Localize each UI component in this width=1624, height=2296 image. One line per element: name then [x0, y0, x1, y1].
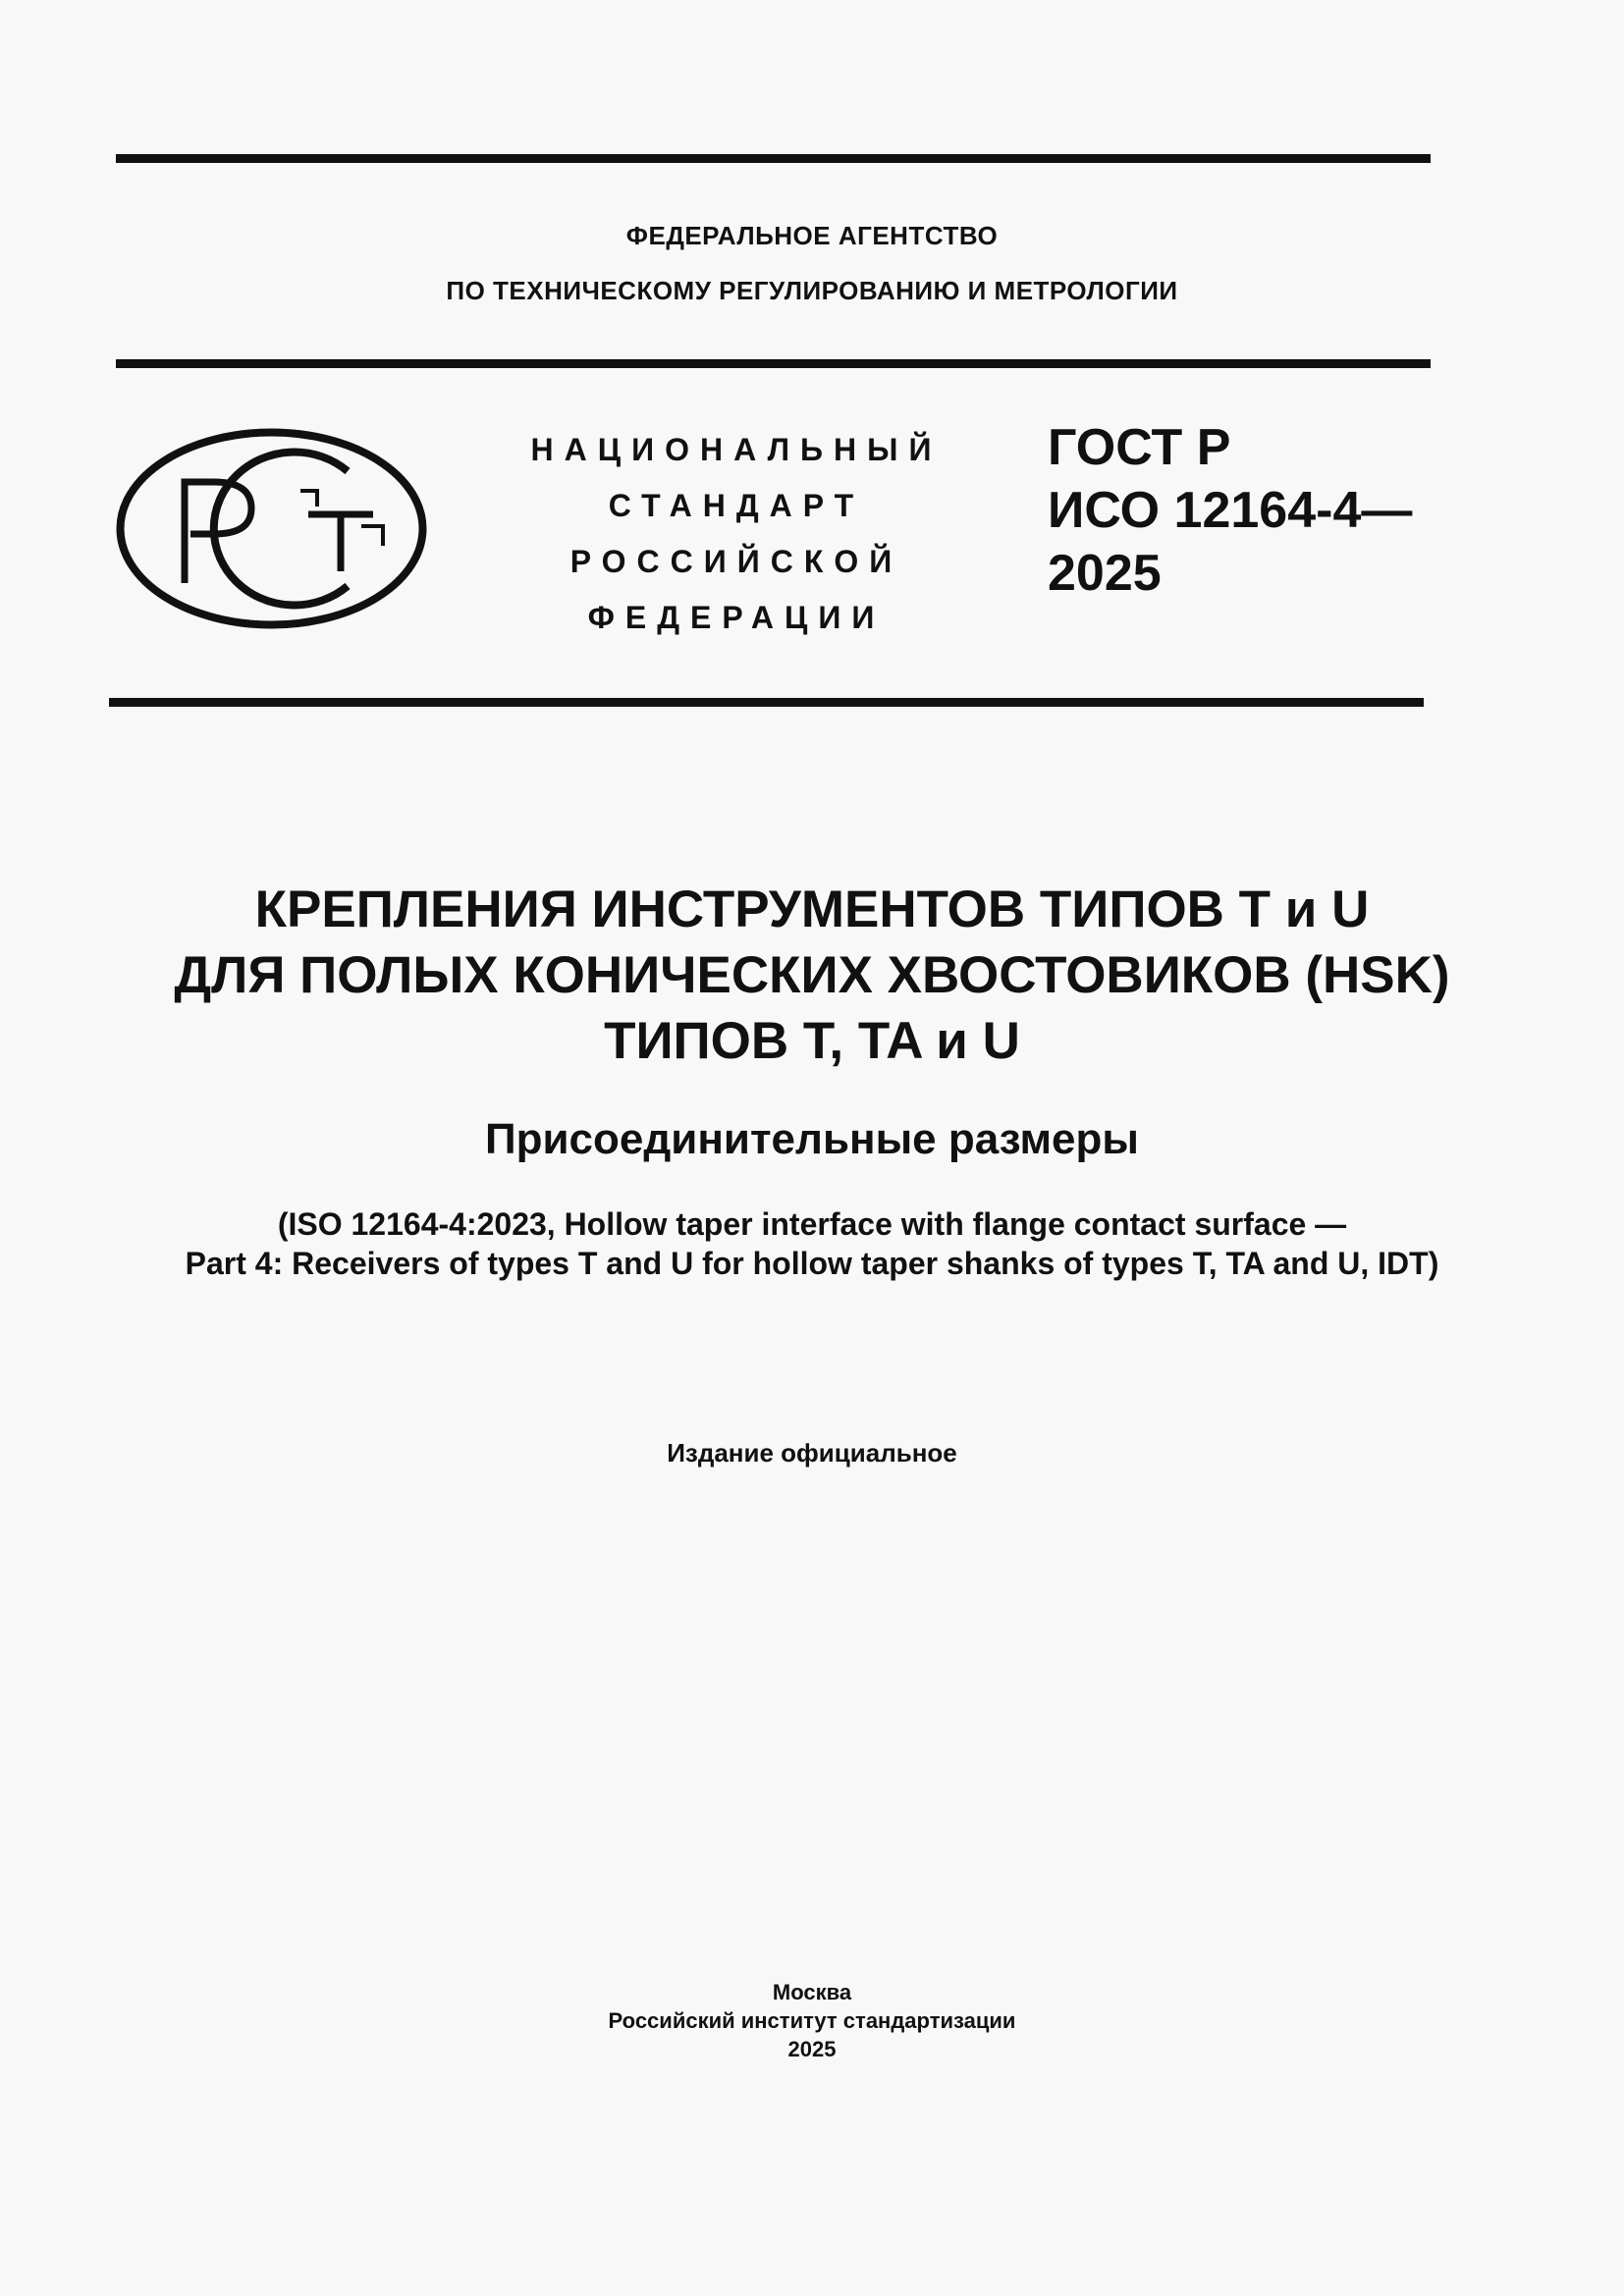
designation-rule [109, 698, 1424, 707]
top-rule [116, 154, 1431, 163]
imprint [0, 1978, 1624, 2063]
rst-logo [116, 428, 427, 629]
title-line-1: КРЕПЛЕНИЯ ИНСТРУМЕНТОВ ТИПОВ T и U [254, 881, 1370, 938]
title-line-3: ТИПОВ T, TA и U [604, 1012, 1020, 1070]
standard-designation [1048, 416, 1460, 605]
iso-reference-line-1: (ISO 12164-4:2023, Hollow taper interface with flange contact surface — [277, 1206, 1347, 1242]
edition-label: Издание официальное [667, 1438, 957, 1468]
national-standard-block [515, 422, 957, 646]
designation-line-3: 2025 [1048, 545, 1162, 602]
iso-reference [0, 1204, 1624, 1283]
designation-line-1: ГОСТ Р [1048, 419, 1231, 476]
national-standard-line-4: ФЕДЕРАЦИИ [587, 600, 886, 635]
title-line-2: ДЛЯ ПОЛЫХ КОНИЧЕСКИХ ХВОСТОВИКОВ (HSK) [174, 946, 1450, 1004]
agency-line-2: ПО ТЕХНИЧЕСКОМУ РЕГУЛИРОВАНИЮ И МЕТРОЛОГИИ [446, 276, 1178, 305]
designation-line-2: ИСО 12164-4— [1048, 482, 1413, 539]
agency-line-1: ФЕДЕРАЛЬНОЕ АГЕНТСТВО [625, 221, 999, 250]
rst-certification-logo-icon [116, 428, 427, 629]
imprint-year: 2025 [787, 2037, 837, 2061]
national-standard-line-1: НАЦИОНАЛЬНЫЙ [530, 432, 943, 467]
iso-reference-line-2: Part 4: Receivers of types T and U for hollow taper shanks of types T, TA and U, IDT) [185, 1246, 1439, 1281]
document-subtitle: Присоединительные размеры [485, 1115, 1139, 1163]
imprint-publisher: Российский институт стандартизации [608, 2008, 1016, 2033]
national-standard-line-3: РОССИЙСКОЙ [569, 544, 903, 579]
document-title [0, 877, 1624, 1074]
national-standard-line-2: СТАНДАРТ [608, 488, 865, 523]
imprint-city: Москва [772, 1980, 852, 2004]
header-rule [116, 359, 1431, 368]
